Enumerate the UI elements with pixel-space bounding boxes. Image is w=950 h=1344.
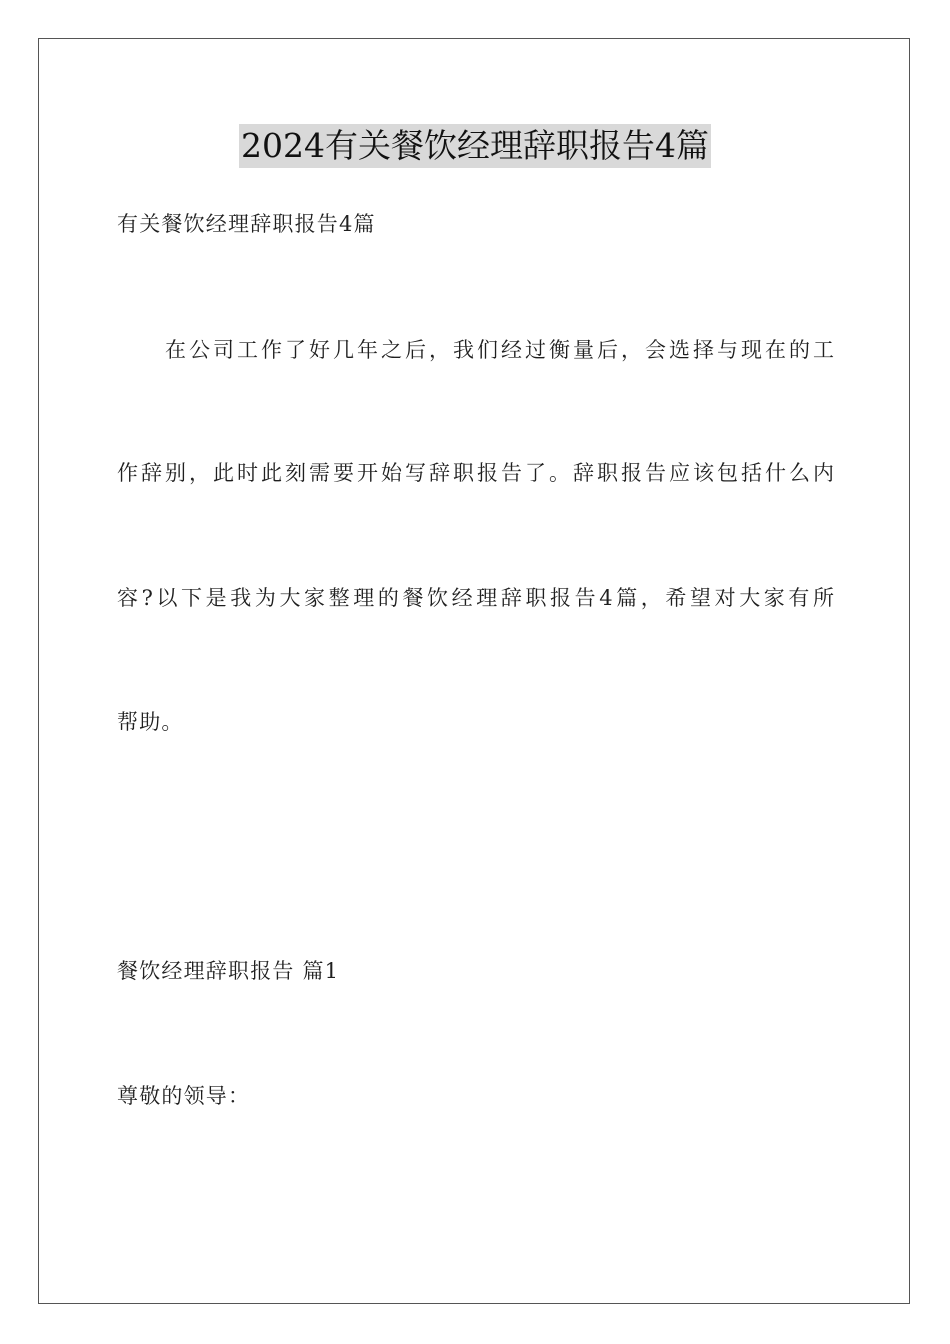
intro-line-1: 在公司工作了好几年之后，我们经过衡量后，会选择与现在的工	[165, 338, 834, 362]
intro-line-2: 作辞别，此时此刻需要开始写辞职报告了。辞职报告应该包括什么内	[117, 461, 834, 485]
intro-line-4: 帮助。	[117, 710, 184, 734]
salutation: 尊敬的领导：	[117, 1084, 251, 1108]
document-title: 2024有关餐饮经理辞职报告4篇	[239, 124, 711, 168]
intro-line-3: 容?以下是我为大家整理的餐饮经理辞职报告4篇，希望对大家有所	[117, 586, 834, 610]
section-heading: 餐饮经理辞职报告 篇1	[117, 959, 340, 983]
title-container	[0, 124, 950, 168]
document-subtitle: 有关餐饮经理辞职报告4篇	[117, 212, 376, 236]
